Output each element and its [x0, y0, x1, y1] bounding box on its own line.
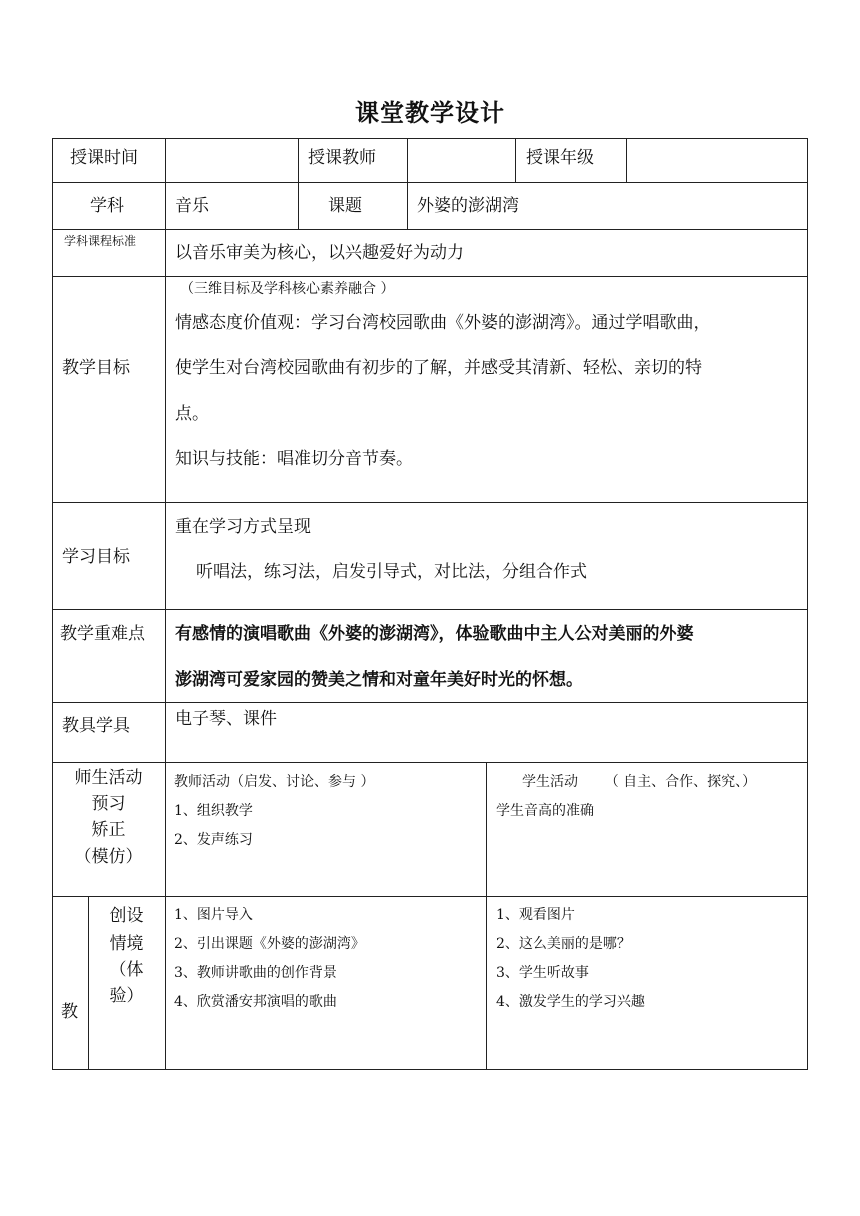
teaching-goal-line: 知识与技能：唱准切分音节奏。 — [175, 449, 413, 469]
scene-label-line: 验） — [109, 986, 144, 1006]
activity-label-line: 师生活动 — [74, 768, 143, 788]
teacher-activity-header: 教师活动（启发、讨论、参与 ） — [174, 774, 375, 790]
scene-label-line: （体 — [109, 960, 144, 980]
scene-teacher-item: 2、引出课题《外婆的澎湖湾》 — [174, 936, 365, 952]
table-border-left — [52, 138, 53, 1070]
table-col-divider — [626, 138, 627, 183]
key-points-line: 澎湖湾可爱家园的赞美之情和对童年美好时光的怀想。 — [175, 670, 583, 690]
teaching-process-label: 教 — [61, 1002, 78, 1022]
scene-student-item: 3、学生听故事 — [496, 965, 589, 981]
document-title: 课堂教学设计 — [355, 99, 505, 127]
teacher-activity-item: 1、组织教学 — [174, 803, 253, 819]
curriculum-standard-value: 以音乐审美为核心，以兴趣爱好为动力 — [175, 243, 464, 263]
table-col-divider — [407, 138, 408, 230]
teaching-goal-label: 教学目标 — [62, 358, 130, 378]
topic-value: 外婆的澎湖湾 — [417, 196, 519, 216]
tools-label: 教具学具 — [62, 716, 130, 736]
learning-goal-line: 听唱法，练习法，启发引导式，对比法，分组合作式 — [196, 562, 587, 582]
table-col-divider — [515, 138, 516, 183]
subject-value: 音乐 — [175, 196, 209, 216]
grade-label: 授课年级 — [526, 148, 594, 168]
scene-student-item: 4、激发学生的学习兴趣 — [496, 994, 645, 1010]
key-points-label: 教学重难点 — [60, 624, 145, 644]
teacher-label: 授课教师 — [308, 148, 376, 168]
tools-value: 电子琴、课件 — [175, 709, 277, 729]
teacher-activity-item: 2、发声练习 — [174, 832, 253, 848]
activity-label-line: （模仿） — [74, 847, 143, 867]
table-col-divider — [165, 138, 166, 1070]
student-activity-item: 学生音高的准确 — [496, 803, 594, 819]
scene-student-item: 1、观看图片 — [496, 907, 575, 923]
subject-label: 学科 — [90, 196, 124, 216]
teaching-goal-note: （三维目标及学科核心素养融合 ） — [180, 281, 395, 297]
student-activity-header: 学生活动 （ 自主、合作、探究、） — [522, 774, 757, 790]
scene-teacher-item: 1、图片导入 — [174, 907, 253, 923]
teaching-goal-line: 情感态度价值观：学习台湾校园歌曲《外婆的澎湖湾》。通过学唱歌曲， — [175, 313, 711, 333]
activity-label-line: 矫正 — [91, 820, 126, 840]
learning-goal-label: 学习目标 — [62, 547, 130, 567]
table-col-divider — [298, 138, 299, 230]
scene-label-line: 创设 — [109, 906, 144, 926]
activity-label-line: 预习 — [91, 794, 126, 814]
scene-label-line: 情境 — [109, 934, 144, 954]
teaching-goal-line: 点。 — [175, 404, 209, 424]
class-time-label: 授课时间 — [70, 148, 138, 168]
topic-label: 课题 — [328, 196, 362, 216]
scene-student-item: 2、这么美丽的是哪？ — [496, 936, 631, 952]
scene-teacher-item: 4、欣赏潘安邦演唱的歌曲 — [174, 994, 337, 1010]
learning-goal-line: 重在学习方式呈现 — [175, 517, 311, 537]
key-points-line: 有感情的演唱歌曲《外婆的澎湖湾》，体验歌曲中主人公对美丽的外婆 — [175, 624, 694, 644]
table-border-right — [807, 138, 808, 1070]
scene-teacher-item: 3、教师讲歌曲的创作背景 — [174, 965, 337, 981]
teaching-goal-line: 使学生对台湾校园歌曲有初步的了解，并感受其清新、轻松、亲切的特 — [175, 358, 702, 378]
curriculum-standard-label: 学科课程标准 — [64, 234, 137, 248]
table-col-divider — [486, 762, 487, 1070]
